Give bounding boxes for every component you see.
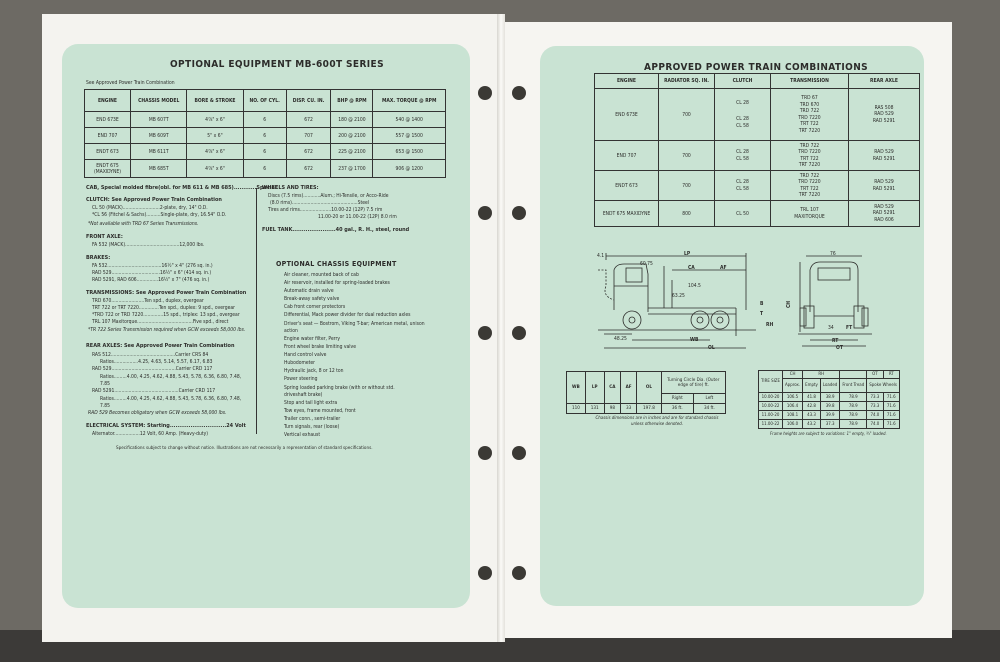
cell: 39.9 bbox=[820, 411, 839, 420]
cell bbox=[771, 89, 849, 141]
dim-label-wb: WB bbox=[690, 337, 699, 343]
list-item: Stop and tail light extra bbox=[284, 400, 338, 406]
list-item: Driver's seat — Bostrom, Viking T-bar; American metal, unison action bbox=[284, 321, 425, 334]
brakes-heading: BRAKES: bbox=[86, 255, 111, 261]
cell: 197.8 bbox=[637, 404, 662, 414]
dim-label-76: 76 bbox=[830, 251, 836, 257]
list-item: Cab front corner protectors bbox=[284, 304, 346, 310]
cell-line: CL 58 bbox=[736, 185, 749, 192]
page-title: APPROVED POWER TRAIN COMBINATIONS bbox=[644, 62, 869, 73]
cell: 6 bbox=[243, 112, 286, 128]
cell: 672 bbox=[286, 160, 331, 178]
transmission-line: *TRD 722 or TRD 7220..............15 spd., triplex: 13 spd., overgear bbox=[92, 312, 240, 318]
col-header: LP bbox=[585, 372, 604, 404]
wheels-heading: WHEELS AND TIRES: bbox=[262, 185, 319, 191]
cab-spec: CAB, Special molded fibre(obl. for MB 611 & MB 685)............Special bbox=[86, 185, 277, 191]
table-row bbox=[85, 112, 446, 128]
transmission-line: TRT 722 or TRT 7220..............Ten spd., duplex: 9 spd., overgear bbox=[92, 305, 236, 311]
punch-hole bbox=[478, 206, 492, 220]
punch-hole bbox=[512, 206, 526, 220]
footnote: Specifications subject to change without notice. Illustrations are not necessarily a representation of standard specifications. bbox=[116, 446, 373, 451]
cell: 74.0 bbox=[867, 420, 883, 429]
cell: 707 bbox=[286, 128, 331, 144]
cell: 5" x 6" bbox=[187, 128, 243, 144]
col-header: CLUTCH bbox=[715, 74, 771, 89]
col-header: OL bbox=[637, 372, 662, 404]
clutch-note: *Not available with TRD 67 Series Transmissions. bbox=[88, 221, 199, 227]
punch-hole bbox=[512, 86, 526, 100]
table-row bbox=[759, 393, 900, 402]
engine-table bbox=[84, 89, 446, 178]
cell: 225 @ 2100 bbox=[331, 144, 373, 160]
cell bbox=[849, 89, 920, 141]
cell-line: TRT 722 bbox=[800, 155, 819, 162]
cell: 98 bbox=[604, 404, 620, 414]
cell: 71.6 bbox=[883, 420, 899, 429]
cell: 653 @ 1500 bbox=[373, 144, 446, 160]
table-row bbox=[567, 404, 726, 414]
cell: 540 @ 1400 bbox=[373, 112, 446, 128]
cell: 672 bbox=[286, 112, 331, 128]
dim-label-af: AF bbox=[720, 265, 727, 271]
col-header: ENGINE bbox=[595, 74, 659, 89]
punch-hole bbox=[512, 566, 526, 580]
dim-label-104-5: 104.5 bbox=[688, 283, 701, 289]
cell: 39.8 bbox=[820, 402, 839, 411]
dim-label-ft: FT bbox=[846, 325, 853, 331]
col-header: MAX. TORQUE @ RPM bbox=[373, 90, 446, 112]
cell: 73.3 bbox=[867, 393, 883, 402]
page-title: OPTIONAL EQUIPMENT MB-600T SERIES bbox=[170, 59, 384, 70]
cell-line: RAD 529 bbox=[874, 111, 894, 118]
cell bbox=[715, 141, 771, 171]
cell: ENDT 673 bbox=[595, 171, 659, 201]
cell-line: TRL 107 bbox=[800, 207, 819, 213]
punch-hole bbox=[478, 326, 492, 340]
column-divider bbox=[256, 188, 257, 434]
cell bbox=[771, 201, 849, 227]
dimensions-table bbox=[566, 371, 726, 414]
col-subheader: Empty bbox=[803, 379, 821, 393]
cell: 800 bbox=[659, 201, 715, 227]
col-header: TRANSMISSION bbox=[771, 74, 849, 89]
clutch-line: *CL 56 (Fitchel & Sachs)..........Single-plate, dry, 16.54" O.D. bbox=[92, 212, 227, 218]
wheels-line: Tires and rims......................10.00-22 (12P) 7.5 rim bbox=[268, 207, 383, 213]
dim-label-48-25: 48.25 bbox=[614, 336, 627, 342]
punch-hole bbox=[512, 446, 526, 460]
list-item: Vertical exhaust bbox=[284, 432, 321, 438]
rear-axle-line: RAD 5291.............................................Carrier CRD 117 bbox=[92, 388, 216, 394]
dim-label-63-25: 63.25 bbox=[672, 293, 685, 299]
col-header: AF bbox=[621, 372, 637, 404]
col-header: CH bbox=[782, 371, 802, 379]
cell-line: TRD 67 bbox=[801, 95, 818, 101]
rear-axle-line: Ratios.................4.25, 4.63, 5.14, 5.57, 6.17, 6.83 bbox=[100, 359, 213, 365]
cell: END 707 bbox=[85, 128, 131, 144]
cell-line: CL 58 bbox=[736, 122, 749, 129]
cell: 4⅞" x 6" bbox=[187, 144, 243, 160]
cell-line: CL 28 bbox=[736, 179, 749, 185]
front-axle-heading: FRONT AXLE: bbox=[86, 234, 123, 240]
col-header: RH bbox=[803, 371, 840, 379]
dimensions-note: Chassis dimensions are in inches and are for standard chassis unless otherwise denoted. bbox=[595, 416, 719, 427]
cell: END 673E bbox=[85, 112, 131, 128]
dim-label-ol: OL bbox=[708, 345, 715, 351]
wheels-line: (8.0 rims)..............................................Steel bbox=[270, 200, 370, 206]
punch-hole bbox=[478, 86, 492, 100]
brakes-line: FA 532......................................16½" x 4" (276 sq. in.) bbox=[92, 263, 213, 269]
col-subheader: Spoke Wheels bbox=[867, 379, 900, 393]
cell: ENDT 675 MAXIDYNE bbox=[595, 201, 659, 227]
cell: 38.9 bbox=[820, 393, 839, 402]
wheels-line: Discs (7.5 rims)............Alum.; Hi-Tensile, or Acco-Ride bbox=[268, 193, 389, 199]
cell: 4⅞" x 6" bbox=[187, 112, 243, 128]
list-item: Spring loaded parking brake (with or without std. driveshaft brake) bbox=[284, 385, 395, 398]
cell: 106.4 bbox=[782, 402, 802, 411]
cell-line: TRD 722 bbox=[799, 108, 820, 114]
punch-hole bbox=[478, 566, 492, 580]
cell-line: TRT 7220 bbox=[798, 192, 821, 198]
cell bbox=[715, 171, 771, 201]
cell: 10.00-22 bbox=[759, 402, 783, 411]
col-header: BHP @ RPM bbox=[331, 90, 373, 112]
fuel-tank-spec: FUEL TANK.......................40 gal., R. H., steel, round bbox=[262, 227, 410, 233]
dim-label-rt: RT bbox=[832, 338, 839, 344]
cell: 42.8 bbox=[803, 402, 821, 411]
cell: 71.6 bbox=[883, 402, 899, 411]
dim-label-t: T bbox=[760, 311, 764, 317]
cell-line: CL 28 bbox=[736, 115, 749, 122]
dim-label-34: 34 bbox=[828, 325, 834, 331]
cell-line: TRD 7220 bbox=[798, 114, 821, 121]
list-item: Trailer conn., semi-trailer bbox=[284, 416, 341, 422]
tire-note: Frame heights are subject to variations: 1" empty, ¾" loaded. bbox=[770, 431, 887, 436]
rear-axles-heading: REAR AXLES: See Approved Power Train Combination bbox=[86, 343, 235, 349]
col-header: DISP. CU. IN. bbox=[286, 90, 331, 112]
cell: 700 bbox=[659, 89, 715, 141]
list-item: Differential, Mack power divider for dual reduction axles bbox=[284, 312, 411, 318]
cell: 43.3 bbox=[803, 411, 821, 420]
cell-line: RAD 529 bbox=[874, 179, 894, 185]
cell: END 707 bbox=[595, 141, 659, 171]
col-header: CA bbox=[604, 372, 620, 404]
cell: 108.1 bbox=[782, 411, 802, 420]
table-row bbox=[595, 89, 920, 141]
cell: MB 685T bbox=[131, 160, 187, 178]
cell: 237 @ 1700 bbox=[331, 160, 373, 178]
cell: 106.5 bbox=[782, 393, 802, 402]
cell: MB 611T bbox=[131, 144, 187, 160]
cell: 4⅞" x 6" bbox=[187, 160, 243, 178]
cell: 110 bbox=[567, 404, 586, 414]
dim-label-60-75: 60.75 bbox=[640, 261, 653, 267]
cell: MB 609T bbox=[131, 128, 187, 144]
transmissions-heading: TRANSMISSIONS: See Approved Power Train Combination bbox=[86, 290, 247, 296]
cell: 36 ft. bbox=[661, 404, 693, 414]
list-item: Power steering bbox=[284, 376, 318, 382]
electrical-heading: ELECTRICAL SYSTEM: Starting..............................24 Volt bbox=[86, 423, 246, 429]
list-item: Turn signals, rear (loose) bbox=[284, 424, 340, 430]
table-row bbox=[759, 411, 900, 420]
col-header: RADIATOR SQ. IN. bbox=[659, 74, 715, 89]
col-header: WB bbox=[567, 372, 586, 404]
cell: 700 bbox=[659, 141, 715, 171]
cell: 131 bbox=[585, 404, 604, 414]
binding-spine bbox=[497, 14, 505, 642]
clutch-line: CL 50 (MACK)..........................2-plate, dry, 14" O.D. bbox=[92, 205, 208, 211]
table-row bbox=[759, 402, 900, 411]
cell-line: TRT 722 bbox=[800, 121, 819, 127]
cell bbox=[715, 89, 771, 141]
optional-equipment-heading: OPTIONAL CHASSIS EQUIPMENT bbox=[276, 260, 397, 268]
cell: 6 bbox=[243, 144, 286, 160]
dim-label-side-note: 4.1 bbox=[597, 253, 605, 259]
cell-line: RAD 529 bbox=[874, 203, 894, 210]
dim-label-b: B bbox=[760, 301, 764, 307]
truck-rear-view-diagram bbox=[796, 252, 876, 352]
cell: 672 bbox=[286, 144, 331, 160]
cell: 11.00-22 bbox=[759, 420, 783, 429]
col-header: NO. OF CYL. bbox=[243, 90, 286, 112]
cell-line: RAD 5291 bbox=[872, 210, 896, 217]
cell: 200 @ 2100 bbox=[331, 128, 373, 144]
dim-label-ch: CH bbox=[786, 300, 793, 309]
cell-line: TRD 722 bbox=[799, 172, 820, 179]
cell: MB 607T bbox=[131, 112, 187, 128]
dim-label-ca: CA bbox=[688, 265, 695, 271]
cell: END 673E bbox=[595, 89, 659, 141]
table-row bbox=[85, 160, 446, 178]
cell-line: TRD 7220 bbox=[798, 179, 821, 185]
cell: 43.2 bbox=[803, 420, 821, 429]
cell-line: TRT 7220 bbox=[798, 162, 821, 168]
col-header: TIRE SIZE bbox=[759, 371, 783, 393]
front-axle-line: FA 532 (MACK)......................................12,000 lbs. bbox=[92, 242, 205, 248]
col-header: Turning Circle Dia. (Outer edge of tire) ft. bbox=[661, 372, 725, 394]
col-header: ENGINE bbox=[85, 90, 131, 112]
col-header bbox=[840, 371, 867, 379]
cell-line: TRD 7220 bbox=[798, 149, 821, 155]
col-header: OT bbox=[867, 371, 883, 379]
cell: ENDT 675 (MAXIDYNE) bbox=[85, 160, 131, 178]
cell: 71.6 bbox=[883, 411, 899, 420]
rear-axle-line: RAD 529.............................................Carrier CRD 117 bbox=[92, 366, 213, 372]
col-header: REAR AXLE bbox=[849, 74, 920, 89]
cell bbox=[771, 171, 849, 201]
cell: 6 bbox=[243, 128, 286, 144]
cell-line: TRT 7220 bbox=[798, 127, 821, 134]
brakes-line: RAD 529..................................16½" x 6" (414 sq. in.) bbox=[92, 270, 212, 276]
cell-line: RAD 5291 bbox=[872, 117, 896, 124]
cell bbox=[849, 171, 920, 201]
cell: 71.6 bbox=[883, 393, 899, 402]
cell-line: RAD 606 bbox=[874, 216, 894, 223]
table-row bbox=[85, 144, 446, 160]
electrical-line: Alternator..................12 Volt, 60 Amp. (Heavy-duty) bbox=[92, 431, 209, 437]
col-header: Right bbox=[661, 394, 693, 404]
list-item: Front wheel brake limiting valve bbox=[284, 344, 356, 350]
see-combination-note: See Approved Power Train Combination bbox=[86, 80, 175, 86]
brakes-line: RAD 5291, RAD 606...............16½" x 7" (476 sq. in.) bbox=[92, 277, 210, 283]
cell: 11.00-20 bbox=[759, 411, 783, 420]
transmission-line: TRD 670.......................Ten spd., duplex, overgear bbox=[92, 298, 204, 304]
list-item: Automatic drain valve bbox=[284, 288, 334, 294]
cell bbox=[849, 201, 920, 227]
transmission-line: TRL 107 Maxitorque.......................................Five spd., direct bbox=[92, 319, 229, 325]
col-header: CHASSIS MODEL bbox=[131, 90, 187, 112]
list-item: Air cleaner, mounted back of cab bbox=[284, 272, 359, 278]
clutch-heading: CLUTCH: See Approved Power Train Combination bbox=[86, 197, 222, 203]
cell: 33 bbox=[621, 404, 637, 414]
cell: 41.8 bbox=[803, 393, 821, 402]
rear-axle-line: Ratios.........4.00, 4.25, 4.62, 4.88, 5.43, 5.78, 6.36, 6.80, 7.48, 7.85 bbox=[100, 396, 242, 409]
col-header: RT bbox=[883, 371, 899, 379]
table-row bbox=[595, 201, 920, 227]
tire-table bbox=[758, 370, 900, 429]
col-subheader: Approx. bbox=[782, 379, 802, 393]
cell: 34 ft. bbox=[693, 404, 725, 414]
dim-label-lp: LP bbox=[684, 251, 691, 257]
cell-line: TRT 722 bbox=[800, 185, 819, 192]
dim-label-rh: RH bbox=[766, 322, 774, 328]
dim-label-ot: OT bbox=[836, 345, 843, 351]
cell: 106.0 bbox=[782, 420, 802, 429]
cell: 73.3 bbox=[867, 402, 883, 411]
col-subheader: Front Tread bbox=[840, 379, 867, 393]
col-subheader: Loaded bbox=[820, 379, 839, 393]
cell: 78.9 bbox=[840, 420, 867, 429]
cell: 906 @ 1200 bbox=[373, 160, 446, 178]
cell-line: RAD 529 bbox=[874, 149, 894, 155]
cell: 557 @ 1500 bbox=[373, 128, 446, 144]
cell bbox=[771, 141, 849, 171]
table-row bbox=[85, 128, 446, 144]
transmission-note: *TR 722 Series Transmission required when GCW exceeds 58,000 lbs. bbox=[88, 327, 246, 333]
cell-line: RAD 5291 bbox=[872, 185, 896, 192]
list-item: Hydraulic jack, 8 or 12 ton bbox=[284, 368, 344, 374]
list-item: Air reservoir, installed for spring-loaded brakes bbox=[284, 280, 390, 286]
cell: 74.0 bbox=[867, 411, 883, 420]
cell-line: CL 28 bbox=[736, 99, 749, 106]
truck-side-view-diagram bbox=[596, 250, 776, 360]
table-row bbox=[595, 141, 920, 171]
wheels-line: 11.00-20 or 11.00-22 (12P) 8.0 rim bbox=[318, 214, 397, 220]
list-item: Hand control valve bbox=[284, 352, 327, 358]
cell-line: TRD 722 bbox=[799, 142, 820, 149]
table-row bbox=[595, 171, 920, 201]
cell: 78.9 bbox=[840, 393, 867, 402]
cell-line: CL 28 bbox=[736, 149, 749, 155]
cell: 37.3 bbox=[820, 420, 839, 429]
list-item: Hubodometer bbox=[284, 360, 315, 366]
power-train-table bbox=[594, 73, 920, 227]
cell-line: CL 58 bbox=[736, 155, 749, 162]
list-item: Tow eyes, frame mounted, front bbox=[284, 408, 356, 414]
cell: 180 @ 2100 bbox=[331, 112, 373, 128]
cell: 78.9 bbox=[840, 402, 867, 411]
cell: ENDT 673 bbox=[85, 144, 131, 160]
cell-line: RAS 508 bbox=[874, 104, 894, 111]
table-row bbox=[759, 420, 900, 429]
cell: CL 50 bbox=[715, 201, 771, 227]
cell: 700 bbox=[659, 171, 715, 201]
rear-axle-line: Ratios.........4.00, 4.25, 4.62, 4.88, 5.43, 5.78, 6.36, 6.80, 7.48, 7.85 bbox=[100, 374, 242, 387]
cell-line: RAD 5291 bbox=[872, 155, 896, 162]
cell bbox=[849, 141, 920, 171]
rear-axle-note: RAD 529 Becomes obligatory when GCW exceeds 58,000 lbs. bbox=[88, 410, 227, 416]
cell-line: MAXITORQUE bbox=[794, 213, 825, 220]
cell: 10.00-20 bbox=[759, 393, 783, 402]
rear-axle-line: RAS 512.............................................Carrier CRS 84 bbox=[92, 352, 209, 358]
punch-hole bbox=[512, 326, 526, 340]
punch-hole bbox=[478, 446, 492, 460]
cell: 78.9 bbox=[840, 411, 867, 420]
col-header: BORE & STROKE bbox=[187, 90, 243, 112]
col-header: Left bbox=[693, 394, 725, 404]
list-item: Break-away safety valve bbox=[284, 296, 340, 302]
cell: 6 bbox=[243, 160, 286, 178]
list-item: Engine water filter, Perry bbox=[284, 336, 340, 342]
cell-line: TRD 670 bbox=[799, 101, 820, 108]
